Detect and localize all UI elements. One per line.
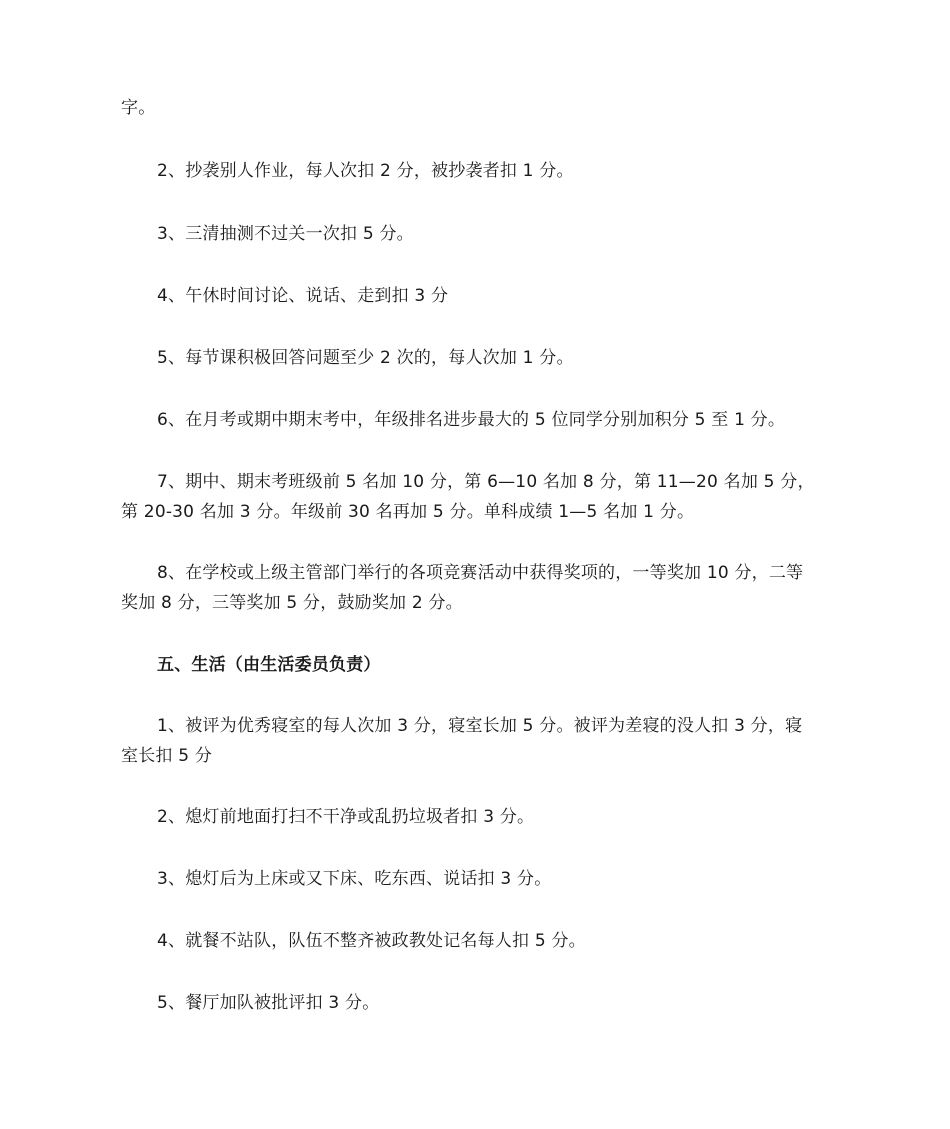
rule-item-8-line-1: 8、在学校或上级主管部门举行的各项竞赛活动中获得奖项的，一等奖加 10 分，二等 (157, 563, 804, 583)
rule-item-8-line-2: 奖加 8 分，三等奖加 5 分，鼓励奖加 2 分。 (121, 593, 463, 613)
rule-item-2: 2、抄袭别人作业，每人次扣 2 分，被抄袭者扣 1 分。 (157, 161, 574, 181)
rule-item-7-line-1: 7、期中、期末考班级前 5 名加 10 分，第 6—10 名加 8 分，第 11—20 名加 5 分， (157, 472, 815, 492)
rule-item-5: 5、每节课积极回答问题至少 2 次的，每人次加 1 分。 (157, 348, 574, 368)
life-item-1-line-2: 室长扣 5 分 (121, 746, 213, 766)
life-item-4: 4、就餐不站队，队伍不整齐被政教处记名每人扣 5 分。 (157, 931, 586, 951)
continued-text: 字。 (121, 98, 156, 118)
rule-item-3: 3、三清抽测不过关一次扣 5 分。 (157, 224, 414, 244)
section-heading-life: 五、生活（由生活委员负责） (157, 655, 381, 675)
life-item-5: 5、餐厅加队被批评扣 3 分。 (157, 993, 380, 1013)
rule-item-7-line-2: 第 20-30 名加 3 分。年级前 30 名再加 5 分。单科成绩 1—5 名加 1 分。 (121, 502, 695, 522)
rule-item-4: 4、午休时间讨论、说话、走到扣 3 分 (157, 286, 449, 306)
life-item-1-line-1: 1、被评为优秀寝室的每人次加 3 分，寝室长加 5 分。被评为差寝的没人扣 3 分，寝 (157, 716, 803, 736)
rule-item-6: 6、在月考或期中期末考中，年级排名进步最大的 5 位同学分别加积分 5 至 1 分。 (157, 410, 786, 430)
life-item-2: 2、熄灯前地面打扫不干净或乱扔垃圾者扣 3 分。 (157, 807, 535, 827)
life-item-3: 3、熄灯后为上床或又下床、吃东西、说话扣 3 分。 (157, 869, 552, 889)
